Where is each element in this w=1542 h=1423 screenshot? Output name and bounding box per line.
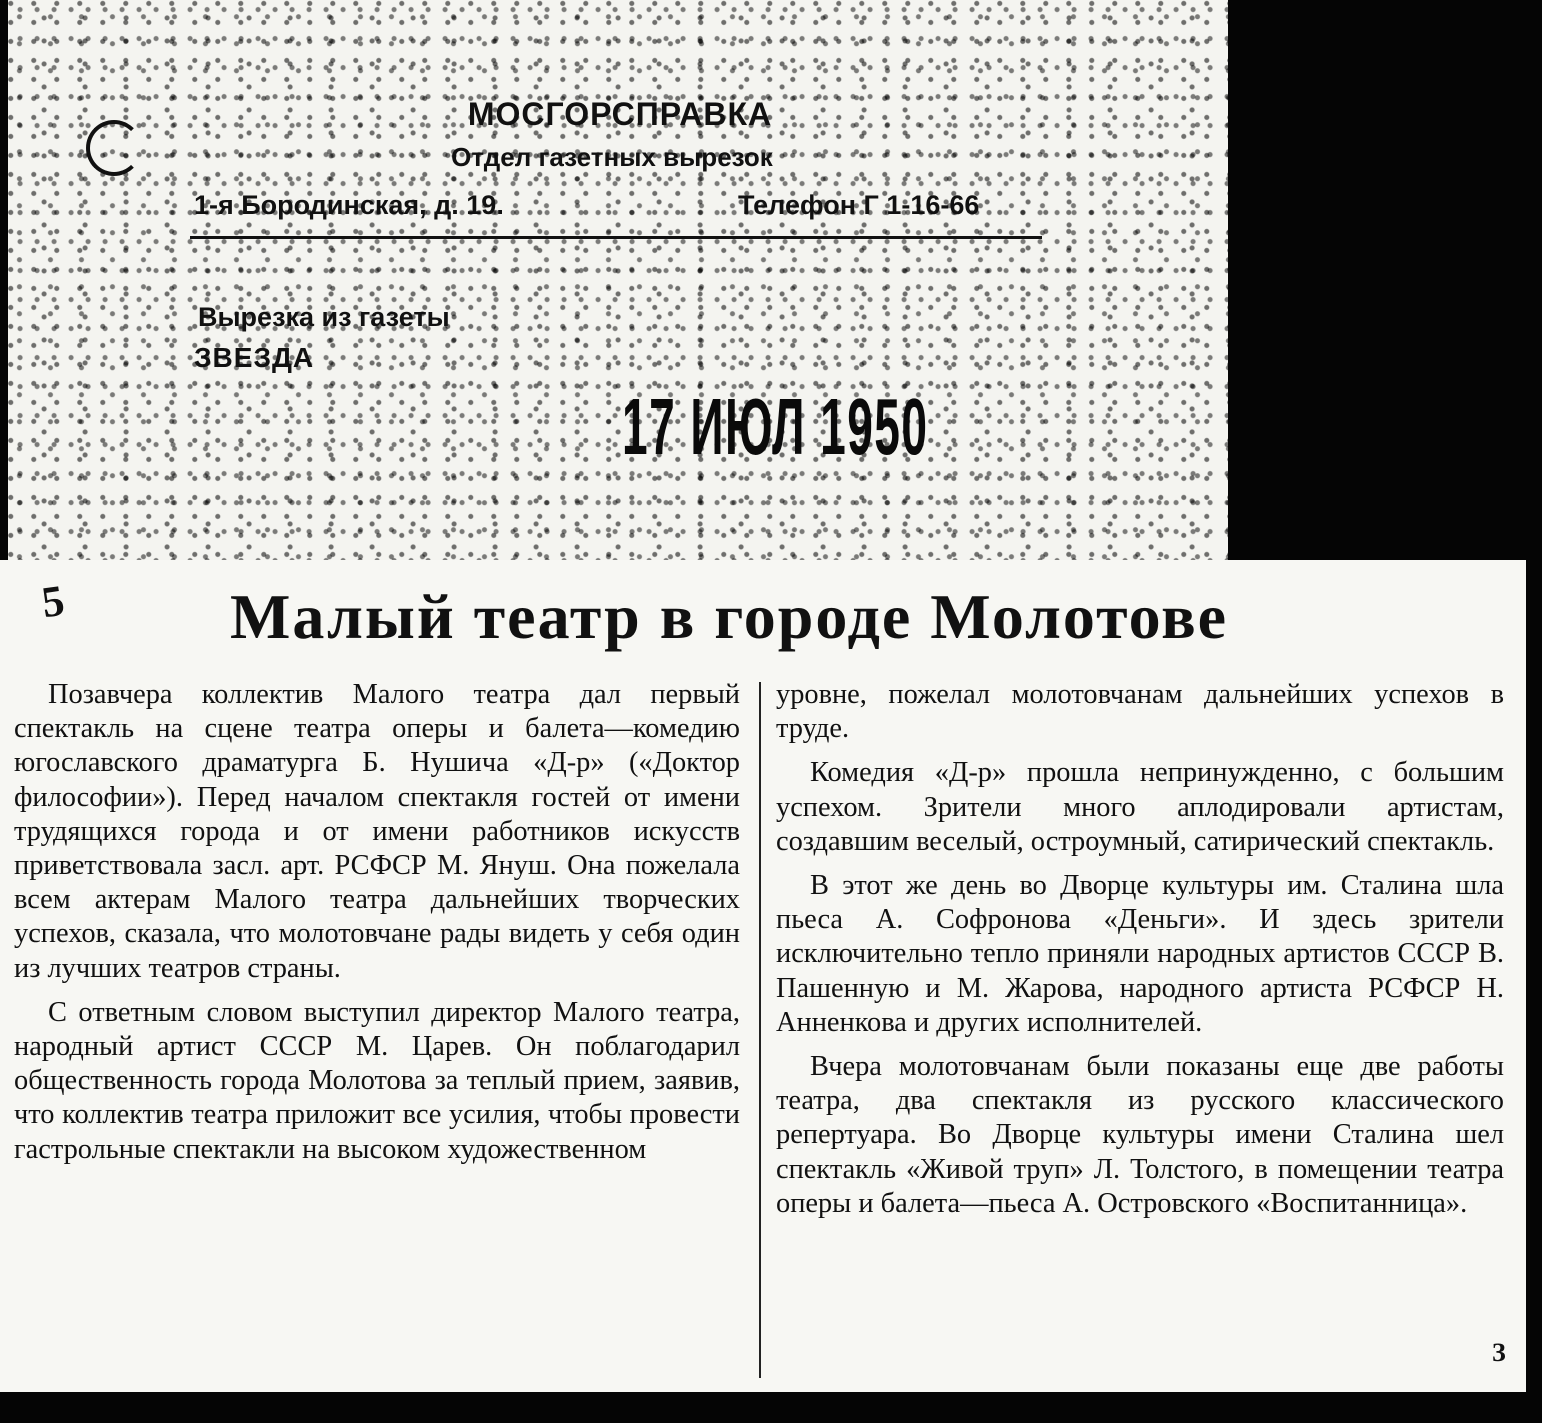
article-paragraph-continuation: уровне, пожелал молотовчанам дальнейших успехов в труде. [776,679,1504,745]
article-right-column [776,678,1504,1221]
clipping-bureau-slip [8,0,1228,560]
article-signature: З [1492,1338,1506,1367]
article-paragraph: С ответным словом выступил директор Малого театра, народный артист СССР М. Царев. Он поблагодарил общественность города Молотова за теплый прием, заявив, что коллектив театра приложит все усилия, чтобы провести гастрольные спектакли на высоком художественном [14,996,740,1165]
bureau-phone: Телефон Г 1-16-66 [738,190,980,220]
newspaper-article [0,560,1526,1392]
handwritten-page-mark: 5 [38,575,68,628]
bureau-name: МОСГОРСПРАВКА [467,96,773,132]
article-headline: Малый театр в городе Молотове [230,581,1229,652]
article-paragraph: Позавчера коллектив Малого театра дал первый спектакль на сцене театра оперы и балета—комедию югославского драматурга Б. Нушича «Д-р» («Доктор философии»). Перед началом спектакля гостей от имени трудящихся города и от имени работников искусств приветствовала засл. арт. РСФСР М. Януш. Она пожелала всем актерам Малого театра дальнейших творческих успехов, сказала, что молотовчане рады видеть у себя один из лучших театров страны. [14,679,740,984]
article-paragraph: Вчера молотовчанам были показаны еще две работы театра, два спектакля из русского классического репертуара. Во Дворце культуры имени Сталина шел спектакль «Живой труп» Л. Толстого, в помещении театра оперы и балета—пьеса А. Островского «Воспитанница». [776,1051,1504,1219]
article-left-column [14,678,740,1167]
source-label: Вырезка из газеты [198,302,450,332]
circle-stamp-icon [86,120,142,176]
bureau-address: 1-я Бородинская, д. 19. [194,190,504,220]
column-divider [759,682,761,1378]
slip-divider [190,236,1042,239]
article-paragraph: В этот же день во Дворце культуры им. Сталина шла пьеса А. Софронова «Деньги». И здесь зрители исключительно тепло приняли народных артистов СССР В. Пашенную и М. Жарова, народного артиста РСФСР Н. Анненкова и других исполнителей. [776,870,1504,1038]
date-stamp: 17 ИЮЛ 1950 [622,381,929,472]
article-paragraph: Комедия «Д-р» прошла непринужденно, с большим успехом. Зрители много аплодировали артистам, создавшим веселый, остроумный, сатирический спектакль. [776,757,1504,857]
source-newspaper-name: ЗВЕЗДА [194,342,315,373]
bureau-department: Отдел газетных вырезок [451,142,773,172]
